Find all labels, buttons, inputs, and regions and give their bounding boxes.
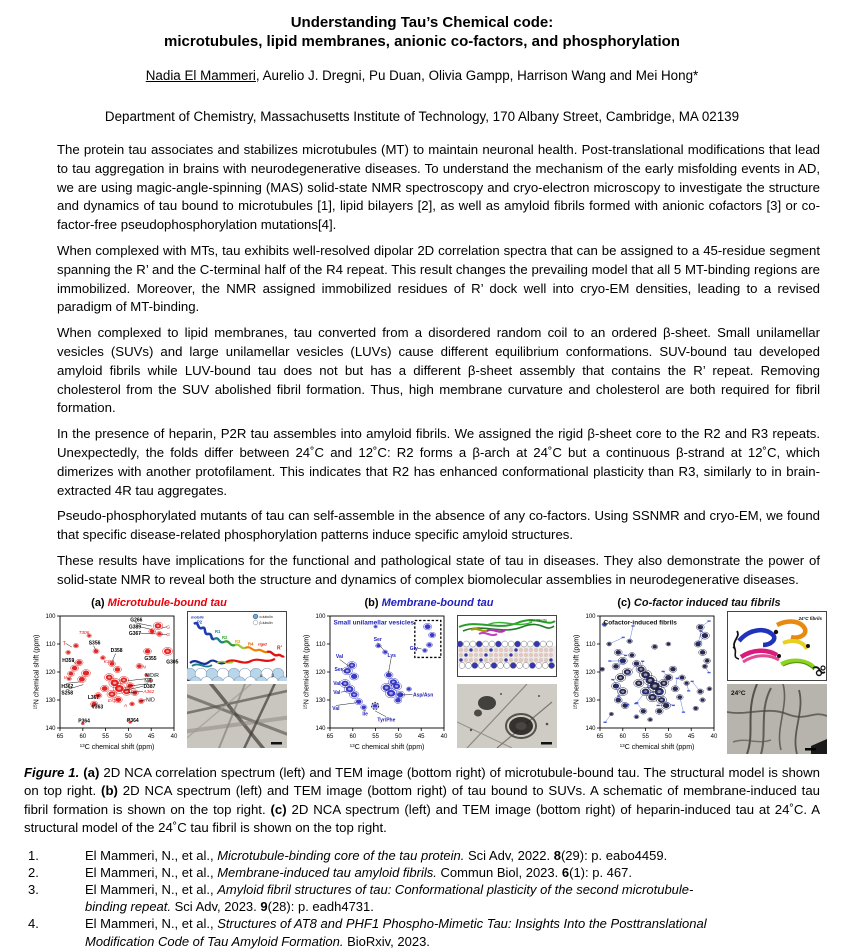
reference-list xyxy=(28,847,724,950)
figure-panel-b xyxy=(300,597,558,754)
svg-text:L367: L367 xyxy=(87,694,100,701)
svg-text:140: 140 xyxy=(45,725,56,732)
svg-text:50: 50 xyxy=(125,733,132,740)
svg-text:Val: Val xyxy=(333,680,341,687)
label-24c: 24°C xyxy=(731,689,746,697)
svg-text:G355: G355 xyxy=(144,655,157,662)
svg-text:45: 45 xyxy=(147,733,155,740)
authors-line xyxy=(0,68,844,83)
svg-text:65: 65 xyxy=(596,733,604,740)
scale-bar xyxy=(805,748,816,751)
tem-image-fibrils-24c xyxy=(727,684,827,754)
first-author: Nadia El Mammeri xyxy=(145,68,256,83)
scale-bar xyxy=(541,742,552,745)
affiliation: Department of Chemistry, Massachusetts Institute of Technology, 170 Albany Street, Cambridge, MA 02139 xyxy=(104,109,740,124)
reference-3: 3. El Mammeri, N., et al., Amyloid fibril structures of tau: Conformational plasticity of the second microtubule-binding repeat. Sci Adv, 2023. 9(28): p. eadh4731. xyxy=(28,881,694,915)
label-r3: R3 xyxy=(235,638,241,644)
label-r4: R4 xyxy=(248,641,254,647)
svg-text:P364: P364 xyxy=(127,717,139,724)
figure-panel-c xyxy=(570,597,828,754)
svg-text:G: G xyxy=(166,623,170,629)
tem-image-vesicles xyxy=(457,684,557,748)
membrane-bottom-leaflet xyxy=(459,662,555,668)
label-p2: P2 xyxy=(197,619,203,625)
svg-text:60: 60 xyxy=(619,733,627,740)
svg-text:55: 55 xyxy=(102,733,109,740)
svg-text:G266: G266 xyxy=(130,616,143,623)
svg-text:13C chemical shift (ppm): 13C chemical shift (ppm) xyxy=(619,742,695,751)
svg-text:120: 120 xyxy=(315,669,326,676)
svg-text:55: 55 xyxy=(642,733,649,740)
panel-c-title: (c) Co-factor induced tau fibrils xyxy=(617,596,781,609)
svg-text:Ile: Ile xyxy=(362,711,368,718)
nmr-spectrum-microtubule xyxy=(30,611,182,753)
svg-text:120: 120 xyxy=(45,669,56,676)
svg-text:N/D/R: N/D/R xyxy=(145,672,159,679)
svg-text:110: 110 xyxy=(45,641,56,648)
svg-text:120: 120 xyxy=(585,669,596,676)
svg-text:Cofactor-induced fibrils: Cofactor-induced fibrils xyxy=(603,619,677,627)
svg-text:65: 65 xyxy=(56,733,64,740)
abstract-paragraph-2: When complexed with MTs, tau exhibits well-resolved dipolar 2D correlation spectra that can be assigned to a 45-residue segment spanning the R’ and the C-terminal half of the R4 repeat. This result changes the prevailing model that all 5 MT-binding regions are immobilized. Moreover, the NMR assigned immobilized residues of R’ dock well into cryo-EM densities, leading to a revised paradigm of MT-binding. xyxy=(57,242,820,315)
tem-image-microtubule xyxy=(187,684,287,748)
svg-text:100: 100 xyxy=(45,613,56,620)
svg-text:40: 40 xyxy=(170,733,178,740)
page-title xyxy=(30,13,814,51)
svg-text:45: 45 xyxy=(687,733,695,740)
svg-text:D387: D387 xyxy=(143,683,156,690)
label-tau-fibrils: tau fibrils xyxy=(529,617,548,623)
svg-text:V363: V363 xyxy=(91,703,104,710)
svg-text:Val: Val xyxy=(333,689,341,696)
abstract-paragraph-5: Pseudo-phosphorylated mutants of tau can self-assemble in the absence of any co-factors. Using SSNMR and cryo-EM, we found that specific disease-related phosphorylation patterns induce specific amyloid structures. xyxy=(57,508,820,543)
svg-text:110: 110 xyxy=(585,641,596,648)
legend-alpha-tubulin: α-tubulin xyxy=(259,614,273,619)
panel-a-title: (a) Microtubule-bound tau xyxy=(91,596,227,609)
svg-text:G305: G305 xyxy=(166,658,179,665)
reference-1: 1. El Mammeri, N., et al., Microtubule-binding core of the tau protein. Sci Adv, 2022. 8(29): p. eabo4459. xyxy=(28,847,668,863)
title-line-2: microtubules, lipid membranes, anionic co-factors, and phosphorylation xyxy=(164,33,680,50)
svg-text:Lys: Lys xyxy=(387,652,396,659)
label-alpha: α xyxy=(260,672,263,678)
abstract-paragraph-6: These results have implications for the functional and pathological state of tau in diseases. They also demonstrate the power of solid-state NMR to reveal both the structure and dynamics of complex biomolecular assemblies in neurodegenerative diseases. xyxy=(57,552,820,587)
title-line-1: Understanding Tau’s Chemical code: xyxy=(290,14,554,31)
abstract-paragraph-4: In the presence of heparin, P2R tau assembles into amyloid fibrils. We assigned the rigid β-sheet core to the R2 and R3 repeats. Unexpectedly, the folds differ between 24˚C and 12˚C: R2 forms a β-arch at 24˚C but a continuous β-strand at 12˚C, which dimerizes with another protofilament. This indicates that R2 has enhanced conformational plasticity than R3, similarly to in brain-extracted 4R tau aggregates. xyxy=(57,426,820,498)
svg-text:S258: S258 xyxy=(61,689,74,696)
svg-text:50: 50 xyxy=(395,733,402,740)
svg-text:65: 65 xyxy=(326,733,334,740)
svg-text:140: 140 xyxy=(585,725,596,732)
svg-text:Asp/Asn: Asp/Asn xyxy=(412,691,434,698)
abstract-paragraph-1: The protein tau associates and stabilizes microtubules (MT) to maintain neuronal health. Post-translational modifications that lead to tau aggregation in brains with neurodegenerative diseases. To understand the mechanism of the early misfolding events in AD, we are using magic-angle-spinning (MAS) solid-state NMR spectroscopy and cryo-electron microscopy to investigate the structure and dynamics of tau bound to microtubules [1], lipid bilayers [2], as well as amyloid fibrils formed with anionic cofactors [3] or co-factor-free pseudophosphorylation mutations[4]. xyxy=(57,142,820,233)
svg-text:H362: H362 xyxy=(61,683,74,690)
label-24c-fibrils: 24°C fibrils xyxy=(798,615,822,621)
svg-text:15N chemical shift (ppm): 15N chemical shift (ppm) xyxy=(32,634,41,709)
svg-text:A: A xyxy=(123,702,127,708)
svg-text:Val: Val xyxy=(335,653,344,660)
svg-text:40: 40 xyxy=(440,733,448,740)
svg-text:N/D: N/D xyxy=(146,696,155,703)
svg-text:E/Q: E/Q xyxy=(107,697,116,703)
svg-text:T: T xyxy=(62,640,66,647)
svg-text:60: 60 xyxy=(349,733,357,740)
svg-text:A362: A362 xyxy=(143,688,155,694)
svg-text:100: 100 xyxy=(315,613,326,620)
svg-text:H359: H359 xyxy=(62,657,75,664)
panel-b-title: (b) Membrane-bound tau xyxy=(364,596,494,609)
svg-text:100: 100 xyxy=(585,613,596,620)
svg-text:Val: Val xyxy=(332,705,340,712)
svg-text:140: 140 xyxy=(315,725,326,732)
svg-text:P364: P364 xyxy=(78,717,90,724)
svg-text:G389: G389 xyxy=(128,623,142,630)
svg-text:50: 50 xyxy=(665,733,672,740)
label-rigid: rigid xyxy=(258,641,267,647)
other-authors: , Aurelio J. Dregni, Pu Duan, Olivia Gampp, Harrison Wang and Mei Hong* xyxy=(255,68,699,83)
svg-text:Small unilamellar vesicles: Small unilamellar vesicles xyxy=(333,619,415,627)
svg-text:Tyr/Phe: Tyr/Phe xyxy=(377,716,396,723)
nmr-spectrum-cofactor xyxy=(570,611,722,753)
svg-text:N/D: N/D xyxy=(144,677,153,684)
svg-text:13C chemical shift (ppm): 13C chemical shift (ppm) xyxy=(349,742,425,751)
svg-text:130: 130 xyxy=(585,697,596,704)
reference-2: 2. El Mammeri, N., et al., Membrane-induced tau amyloid fibrils. Commun Biol, 2023. 6(1): p. 467. xyxy=(28,864,632,880)
svg-text:G367: G367 xyxy=(128,630,142,637)
caption-figure-label: Figure 1. xyxy=(24,764,80,780)
reference-4: 4. El Mammeri, N., et al., Structures of AT8 and PHF1 Phospho-Mimetic Tau: Insights Into the Posttranslational Modification Code of Tau Amyloid Formation. BioRxiv, 2023. xyxy=(28,916,707,949)
svg-text:G: G xyxy=(166,631,170,637)
label-r-prime: R’ xyxy=(277,645,282,652)
figure-1 xyxy=(30,597,844,754)
svg-text:Gly: Gly xyxy=(409,645,418,652)
label-r2: R2 xyxy=(222,634,228,640)
abstract-paragraph-3: When complexed to lipid membranes, tau converted from a disordered random coil to an ordered β-sheet. Small unilamellar vesicles (SUVs) and large unilamellar vesicles (LUVs) cause different equilibrium conformations. SUV-bound tau developed amyloid fibrils while LUV-bound tau does not but has a different β-sheet assembly that contains the R’ repeat. Removing cholesterol from the SUV abolished fibril formation. Thus, high membrane curvature and cholesterol are both required for fibril formation. xyxy=(57,325,820,416)
svg-text:V: V xyxy=(63,674,67,680)
scale-bar xyxy=(271,742,282,745)
label-beta: β xyxy=(271,672,275,678)
svg-text:110: 110 xyxy=(315,641,326,648)
svg-text:130: 130 xyxy=(315,697,326,704)
svg-text:15N chemical shift (ppm): 15N chemical shift (ppm) xyxy=(572,634,581,709)
svg-text:N: N xyxy=(142,663,146,669)
svg-text:T306: T306 xyxy=(78,629,90,635)
membrane-schematic-image xyxy=(457,611,557,681)
svg-text:15N chemical shift (ppm): 15N chemical shift (ppm) xyxy=(302,634,311,709)
microtubule-model-image xyxy=(187,611,287,681)
svg-text:60: 60 xyxy=(79,733,87,740)
figure-panel-a xyxy=(30,597,288,754)
svg-text:K361: K361 xyxy=(103,658,115,664)
svg-text:D358: D358 xyxy=(110,647,123,654)
legend-beta-tubulin: β-tubulin xyxy=(259,620,273,625)
fibril-model-image xyxy=(727,611,827,681)
svg-text:S356: S356 xyxy=(88,639,101,646)
svg-text:Ser: Ser xyxy=(334,666,343,673)
label-mobile: mobile xyxy=(191,614,204,620)
svg-text:40: 40 xyxy=(710,733,718,740)
nmr-spectrum-membrane xyxy=(300,611,452,753)
label-r1: R1 xyxy=(215,628,221,634)
membrane-top-leaflet xyxy=(457,641,553,647)
svg-text:Ser: Ser xyxy=(373,636,382,643)
svg-text:55: 55 xyxy=(372,733,379,740)
svg-text:13C chemical shift (ppm): 13C chemical shift (ppm) xyxy=(79,742,155,751)
abstract-body xyxy=(57,141,820,590)
figure-caption: Figure 1. (a) 2D NCA correlation spectrum (left) and TEM image (bottom right) of microtubule-bound tau. The structural model is shown on top right. (b) 2D NCA spectrum (left) and TEM image (bottom right) of tau bound to SUVs. A schematic of membrane-induced tau fibril formation is shown on the top right. (c) 2D NCA spectrum (left) and TEM image (bottom right) of heparin-induced tau at 24˚C. A structural model of the 24˚C tau fibril is shown on the top right. xyxy=(24,764,820,836)
svg-text:45: 45 xyxy=(417,733,425,740)
svg-text:130: 130 xyxy=(45,697,56,704)
